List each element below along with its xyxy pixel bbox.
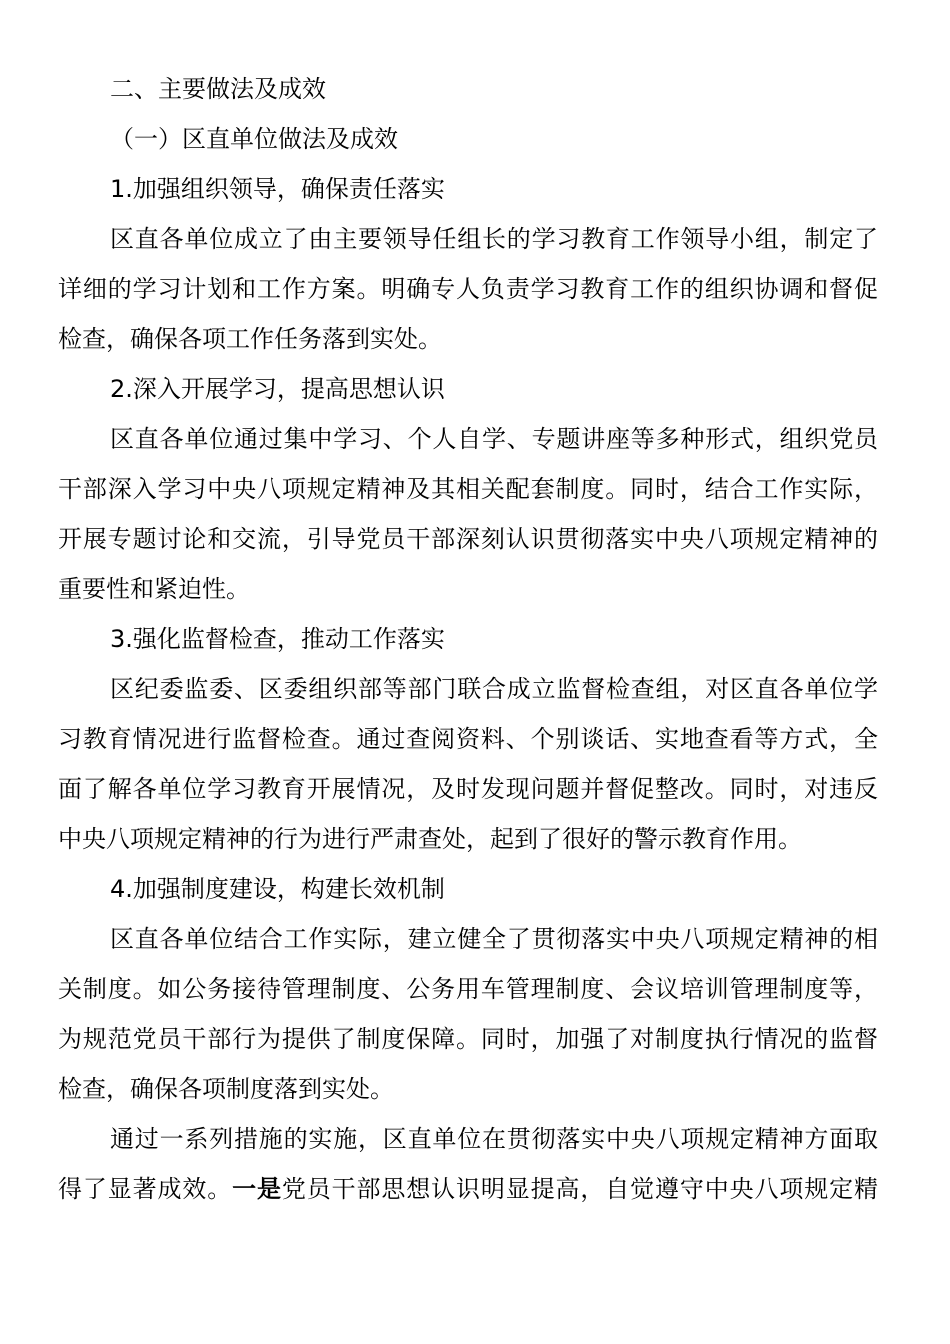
summary-line-2 [58, 1164, 878, 1214]
summary-rest: 党员干部思想认识明显提高，自觉遵守中央八项规定精 [281, 1175, 878, 1203]
paragraph-line: 区直各单位结合工作实际，建立健全了贯彻落实中央八项规定精神的相 [110, 925, 878, 953]
paragraph-line: 区直各单位成立了由主要领导任组长的学习教育工作领导小组，制定了 [110, 225, 878, 253]
paragraph-line: 面了解各单位学习教育开展情况，及时发现问题并督促整改。同时，对违反 [58, 775, 878, 803]
paragraph-line: 关制度。如公务接待管理制度、公务用车管理制度、会议培训管理制度等， [58, 975, 878, 1003]
section-title: 二、主要做法及成效 [110, 75, 326, 103]
item-heading-2: 2.深入开展学习，提高思想认识 [110, 375, 445, 403]
paragraph-line: 干部深入学习中央八项规定精神及其相关配套制度。同时，结合工作实际， [58, 475, 878, 503]
paragraph-line: 区直各单位通过集中学习、个人自学、专题讲座等多种形式，组织党员 [110, 425, 878, 453]
summary-line-1: 通过一系列措施的实施，区直单位在贯彻落实中央八项规定精神方面取 [110, 1125, 878, 1153]
item-heading-1: 1.加强组织领导，确保责任落实 [110, 175, 445, 203]
paragraph-line: 中央八项规定精神的行为进行严肃查处，起到了很好的警示教育作用。 [58, 825, 802, 853]
item-heading-3: 3.强化监督检查，推动工作落实 [110, 625, 445, 653]
paragraph-line: 检查，确保各项制度落到实处。 [58, 1075, 394, 1103]
document-body [58, 64, 878, 1214]
paragraph-line: 开展专题讨论和交流，引导党员干部深刻认识贯彻落实中央八项规定精神的 [58, 525, 878, 553]
paragraph-line: 重要性和紧迫性。 [58, 575, 250, 603]
paragraph-line: 详细的学习计划和工作方案。明确专人负责学习教育工作的组织协调和督促 [58, 275, 878, 303]
paragraph-line: 习教育情况进行监督检查。通过查阅资料、个别谈话、实地查看等方式，全 [58, 725, 878, 753]
paragraph-line: 区纪委监委、区委组织部等部门联合成立监督检查组，对区直各单位学 [110, 675, 878, 703]
item-heading-4: 4.加强制度建设，构建长效机制 [110, 875, 445, 903]
summary-prefix: 得了显著成效。 [58, 1175, 233, 1203]
summary-bold-marker: 一是 [232, 1175, 282, 1203]
paragraph-line: 检查，确保各项工作任务落到实处。 [58, 325, 442, 353]
subsection-title: （一）区直单位做法及成效 [110, 125, 398, 153]
paragraph-line: 为规范党员干部行为提供了制度保障。同时，加强了对制度执行情况的监督 [58, 1025, 878, 1053]
